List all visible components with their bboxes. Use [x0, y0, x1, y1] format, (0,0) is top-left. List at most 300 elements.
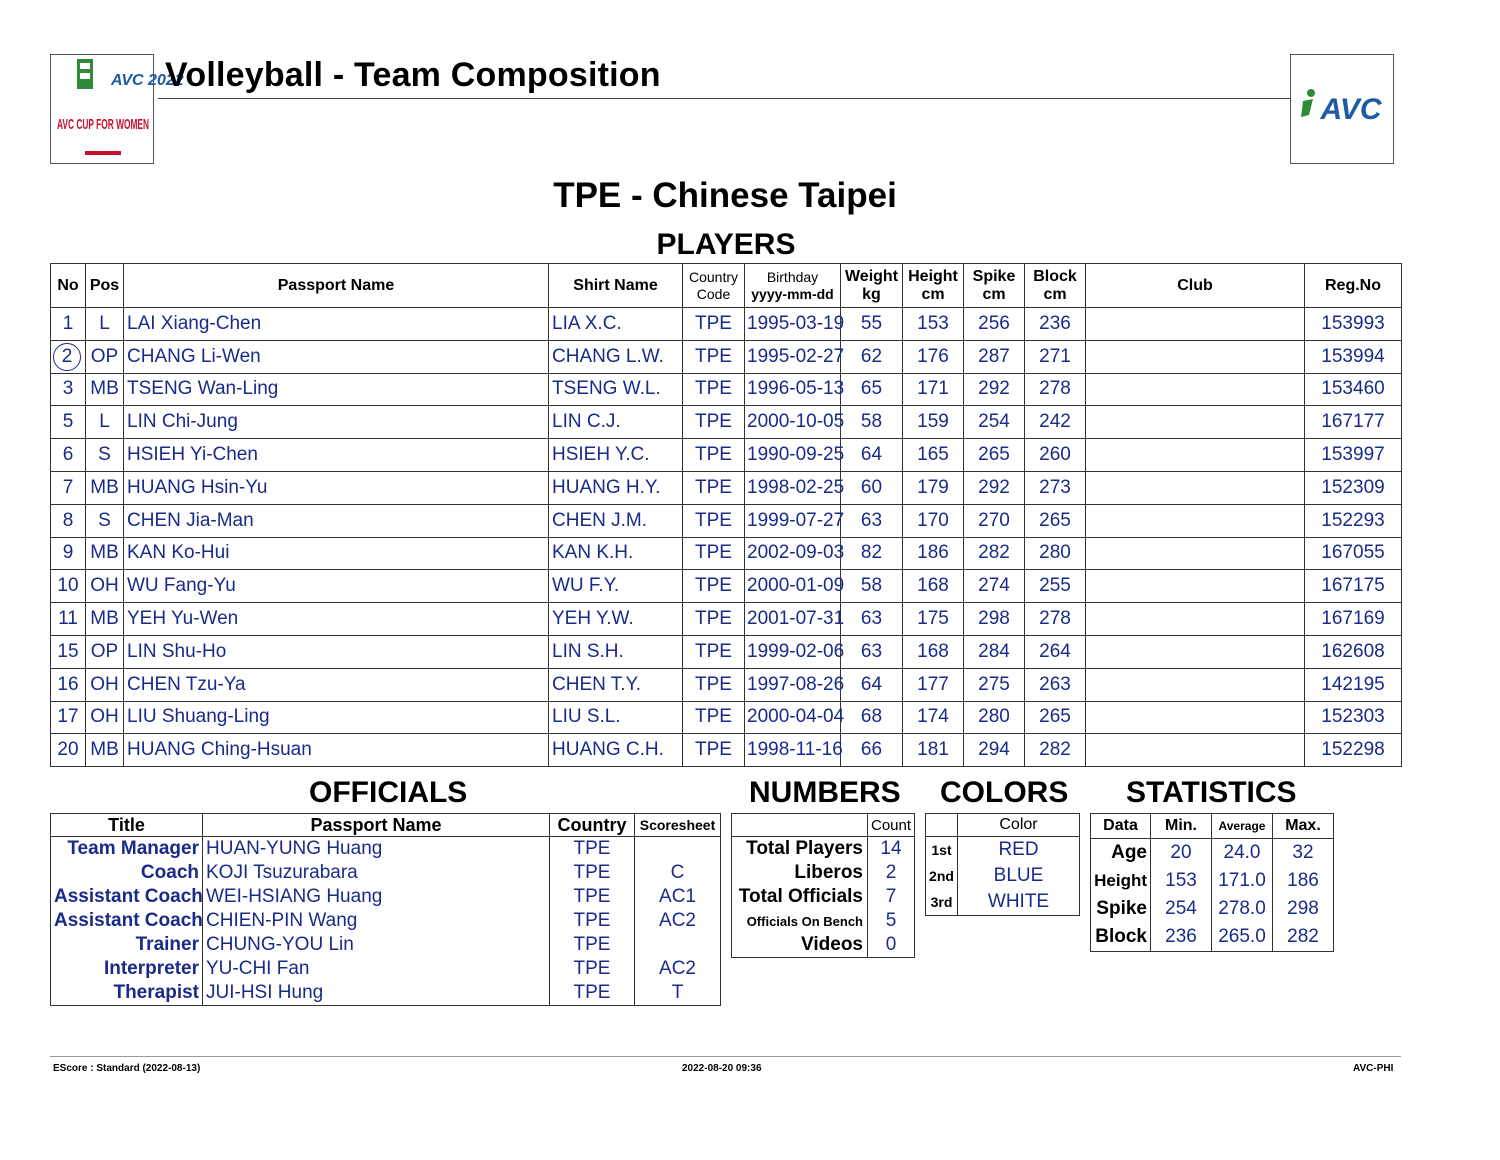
player-row	[51, 635, 1402, 668]
official-row	[51, 861, 721, 885]
col-weight-line2: kg	[862, 285, 881, 303]
official-scoresheet: C	[635, 861, 721, 885]
avc-cup-logo	[50, 54, 184, 164]
official-country: TPE	[550, 837, 635, 862]
player-block: 278	[1025, 373, 1086, 406]
player-country-code: TPE	[683, 537, 745, 570]
player-position: OH	[86, 701, 124, 734]
stat-max: 32	[1273, 839, 1334, 868]
player-club	[1086, 504, 1305, 537]
player-height: 175	[903, 603, 964, 636]
player-block: 255	[1025, 570, 1086, 603]
team-title: TPE - Chinese Taipei	[553, 176, 897, 215]
numbers-col-count: Count	[868, 814, 915, 837]
player-spike: 254	[964, 406, 1025, 439]
col-birthday-line2: yyyy-mm-dd	[751, 285, 834, 302]
stat-max: 282	[1273, 923, 1334, 952]
player-height: 176	[903, 340, 964, 373]
player-birthday: 1995-02-27	[745, 340, 841, 373]
player-weight: 68	[841, 701, 903, 734]
official-passport-name: KOJI Tsuzurabara	[203, 861, 550, 885]
numbers-label: Officials On Bench	[732, 909, 868, 933]
player-number: 8	[51, 504, 86, 537]
official-country: TPE	[550, 861, 635, 885]
player-shirt-name: HUANG H.Y.	[549, 471, 683, 504]
player-shirt-name: LIN C.J.	[549, 406, 683, 439]
title-divider	[158, 98, 1290, 99]
stat-max: 298	[1273, 895, 1334, 923]
color-name: RED	[958, 837, 1080, 864]
officials-table	[50, 813, 721, 1006]
statistics-header-row	[1091, 814, 1334, 839]
player-shirt-name: TSENG W.L.	[549, 373, 683, 406]
official-row	[51, 909, 721, 933]
official-country: TPE	[550, 957, 635, 981]
stat-max: 186	[1273, 867, 1334, 895]
player-row	[51, 603, 1402, 636]
col-country-line1: Country	[688, 268, 739, 285]
officials-body	[51, 837, 721, 1006]
col-height	[903, 264, 964, 308]
players-section-title: PLAYERS	[656, 228, 796, 261]
player-country-code: TPE	[683, 668, 745, 701]
player-reg-no: 153993	[1305, 308, 1402, 341]
player-passport-name: WU Fang-Yu	[124, 570, 549, 603]
player-country-code: TPE	[683, 701, 745, 734]
player-birthday: 1998-11-16	[745, 734, 841, 767]
player-birthday: 1999-07-27	[745, 504, 841, 537]
col-pos: Pos	[86, 264, 124, 308]
numbers-header-row	[732, 814, 915, 837]
player-number: 9	[51, 537, 86, 570]
official-passport-name: WEI-HSIANG Huang	[203, 885, 550, 909]
player-spike: 287	[964, 340, 1025, 373]
player-number: 17	[51, 701, 86, 734]
player-position: L	[86, 308, 124, 341]
player-shirt-name: KAN K.H.	[549, 537, 683, 570]
player-club	[1086, 734, 1305, 767]
col-spike-line2: cm	[982, 285, 1006, 303]
player-reg-no: 153997	[1305, 439, 1402, 472]
col-club: Club	[1086, 264, 1305, 308]
player-birthday: 2000-10-05	[745, 406, 841, 439]
colors-col-order	[926, 814, 958, 837]
player-number: 16	[51, 668, 86, 701]
official-title: Therapist	[51, 981, 203, 1006]
numbers-row	[732, 861, 915, 885]
official-passport-name: CHIEN-PIN Wang	[203, 909, 550, 933]
player-country-code: TPE	[683, 373, 745, 406]
stat-label: Height	[1091, 867, 1151, 895]
player-club	[1086, 406, 1305, 439]
official-row	[51, 933, 721, 957]
player-position: MB	[86, 603, 124, 636]
numbers-label: Total Officials	[732, 885, 868, 909]
official-scoresheet: AC1	[635, 885, 721, 909]
player-reg-no: 153994	[1305, 340, 1402, 373]
color-order: 1st	[926, 837, 958, 864]
player-club	[1086, 308, 1305, 341]
stat-row	[1091, 867, 1334, 895]
official-title: Interpreter	[51, 957, 203, 981]
player-reg-no: 167175	[1305, 570, 1402, 603]
col-passport-name: Passport Name	[124, 264, 549, 308]
player-block: 278	[1025, 603, 1086, 636]
player-shirt-name: YEH Y.W.	[549, 603, 683, 636]
player-country-code: TPE	[683, 504, 745, 537]
col-weight-line1: Weight	[844, 267, 899, 285]
player-height: 177	[903, 668, 964, 701]
col-spike	[964, 264, 1025, 308]
numbers-section-title: NUMBERS	[749, 776, 901, 809]
statistics-section-title: STATISTICS	[1126, 776, 1297, 809]
color-name: BLUE	[958, 863, 1080, 889]
stat-average: 171.0	[1212, 867, 1273, 895]
color-name: WHITE	[958, 889, 1080, 916]
player-spike: 298	[964, 603, 1025, 636]
player-block: 264	[1025, 635, 1086, 668]
player-country-code: TPE	[683, 471, 745, 504]
player-number: 11	[51, 603, 86, 636]
player-reg-no: 152298	[1305, 734, 1402, 767]
player-country-code: TPE	[683, 439, 745, 472]
player-block: 236	[1025, 308, 1086, 341]
player-height: 170	[903, 504, 964, 537]
numbers-row	[732, 837, 915, 862]
stat-average: 278.0	[1212, 895, 1273, 923]
player-position: OP	[86, 635, 124, 668]
player-passport-name: LIU Shuang-Ling	[124, 701, 549, 734]
numbers-label: Total Players	[732, 837, 868, 862]
player-weight: 63	[841, 635, 903, 668]
player-spike: 292	[964, 471, 1025, 504]
player-block: 280	[1025, 537, 1086, 570]
player-position: OH	[86, 668, 124, 701]
player-number: 20	[51, 734, 86, 767]
player-number: 15	[51, 635, 86, 668]
player-position: MB	[86, 734, 124, 767]
official-country: TPE	[550, 909, 635, 933]
col-no: No	[51, 264, 86, 308]
numbers-count: 14	[868, 837, 915, 862]
colors-header-row	[926, 814, 1080, 837]
player-reg-no: 152309	[1305, 471, 1402, 504]
numbers-label: Videos	[732, 933, 868, 958]
captain-number-circle: 2	[53, 343, 81, 371]
player-row	[51, 373, 1402, 406]
player-birthday: 2000-04-04	[745, 701, 841, 734]
col-shirt-name: Shirt Name	[549, 264, 683, 308]
player-spike: 256	[964, 308, 1025, 341]
player-shirt-name: CHEN J.M.	[549, 504, 683, 537]
player-height: 186	[903, 537, 964, 570]
stat-label: Spike	[1091, 895, 1151, 923]
player-position: S	[86, 439, 124, 472]
player-club	[1086, 439, 1305, 472]
player-row	[51, 439, 1402, 472]
player-weight: 65	[841, 373, 903, 406]
player-birthday: 1990-09-25	[745, 439, 841, 472]
numbers-row	[732, 933, 915, 958]
player-position: OH	[86, 570, 124, 603]
col-height-line2: cm	[921, 285, 945, 303]
logo-cup-text: AVC CUP FOR WOMEN	[57, 116, 149, 133]
player-number: 7	[51, 471, 86, 504]
player-weight: 64	[841, 668, 903, 701]
col-spike-line1: Spike	[972, 267, 1016, 285]
color-row	[926, 863, 1080, 889]
player-spike: 282	[964, 537, 1025, 570]
official-country: TPE	[550, 933, 635, 957]
numbers-count: 7	[868, 885, 915, 909]
official-scoresheet	[635, 837, 721, 862]
player-spike: 280	[964, 701, 1025, 734]
numbers-body	[732, 837, 915, 958]
numbers-label: Liberos	[732, 861, 868, 885]
player-birthday: 1997-08-26	[745, 668, 841, 701]
player-block: 271	[1025, 340, 1086, 373]
official-title: Assistant Coach	[51, 885, 203, 909]
player-birthday: 1996-05-13	[745, 373, 841, 406]
player-club	[1086, 340, 1305, 373]
stat-min: 254	[1151, 895, 1212, 923]
avc-logo	[1290, 54, 1394, 164]
col-country-line2: Code	[696, 285, 731, 302]
player-country-code: TPE	[683, 734, 745, 767]
player-reg-no: 167177	[1305, 406, 1402, 439]
player-passport-name: HSIEH Yi-Chen	[124, 439, 549, 472]
stat-row	[1091, 923, 1334, 952]
player-weight: 64	[841, 439, 903, 472]
player-weight: 66	[841, 734, 903, 767]
player-reg-no: 167169	[1305, 603, 1402, 636]
official-country: TPE	[550, 885, 635, 909]
player-club	[1086, 635, 1305, 668]
footer-timestamp: 2022-08-20 09:36	[682, 1063, 762, 1074]
stat-min: 236	[1151, 923, 1212, 952]
player-reg-no: 167055	[1305, 537, 1402, 570]
player-club	[1086, 537, 1305, 570]
official-title: Team Manager	[51, 837, 203, 862]
player-height: 159	[903, 406, 964, 439]
player-passport-name: CHEN Jia-Man	[124, 504, 549, 537]
official-scoresheet: T	[635, 981, 721, 1006]
official-row	[51, 957, 721, 981]
player-spike: 270	[964, 504, 1025, 537]
player-row	[51, 701, 1402, 734]
players-header-row	[51, 264, 1402, 308]
statistics-table	[1090, 813, 1334, 952]
player-weight: 62	[841, 340, 903, 373]
col-block	[1025, 264, 1086, 308]
player-club	[1086, 570, 1305, 603]
player-country-code: TPE	[683, 635, 745, 668]
player-row	[51, 340, 1402, 373]
player-club	[1086, 701, 1305, 734]
player-position: OP	[86, 340, 124, 373]
official-scoresheet: AC2	[635, 957, 721, 981]
numbers-count: 5	[868, 909, 915, 933]
player-birthday: 2000-01-09	[745, 570, 841, 603]
player-spike: 274	[964, 570, 1025, 603]
player-passport-name: LIN Shu-Ho	[124, 635, 549, 668]
color-order: 3rd	[926, 889, 958, 916]
player-height: 153	[903, 308, 964, 341]
player-block: 260	[1025, 439, 1086, 472]
player-row	[51, 537, 1402, 570]
officials-col-country: Country	[550, 814, 635, 837]
player-weight: 58	[841, 570, 903, 603]
stats-col-min: Min.	[1151, 814, 1212, 839]
player-club	[1086, 471, 1305, 504]
col-reg-no: Reg.No	[1305, 264, 1402, 308]
officials-header-row	[51, 814, 721, 837]
player-block: 242	[1025, 406, 1086, 439]
player-reg-no: 152293	[1305, 504, 1402, 537]
stat-label: Block	[1091, 923, 1151, 952]
player-shirt-name: LIA X.C.	[549, 308, 683, 341]
player-club	[1086, 373, 1305, 406]
officials-col-scoresheet: Scoresheet	[635, 814, 721, 837]
player-height: 168	[903, 570, 964, 603]
player-spike: 294	[964, 734, 1025, 767]
stat-label: Age	[1091, 839, 1151, 868]
colors-col-color: Color	[958, 814, 1080, 837]
official-title: Assistant Coach	[51, 909, 203, 933]
player-passport-name: KAN Ko-Hui	[124, 537, 549, 570]
player-spike: 265	[964, 439, 1025, 472]
player-shirt-name: WU F.Y.	[549, 570, 683, 603]
col-block-line1: Block	[1033, 267, 1077, 285]
official-country: TPE	[550, 981, 635, 1006]
col-height-line1: Height	[908, 267, 958, 285]
player-row	[51, 308, 1402, 341]
official-title: Coach	[51, 861, 203, 885]
player-reg-no: 162608	[1305, 635, 1402, 668]
player-weight: 82	[841, 537, 903, 570]
player-position: MB	[86, 373, 124, 406]
officials-section-title: OFFICIALS	[309, 776, 468, 809]
player-spike: 275	[964, 668, 1025, 701]
numbers-row	[732, 909, 915, 933]
player-height: 179	[903, 471, 964, 504]
player-weight: 55	[841, 308, 903, 341]
player-passport-name: HUANG Hsin-Yu	[124, 471, 549, 504]
colors-body	[926, 837, 1080, 916]
stat-average: 24.0	[1212, 839, 1273, 868]
col-birthday-line1: Birthday	[766, 268, 819, 285]
numbers-table	[731, 813, 915, 958]
player-number: 10	[51, 570, 86, 603]
player-row	[51, 570, 1402, 603]
player-position: MB	[86, 471, 124, 504]
colors-table	[925, 813, 1080, 916]
colors-section-title: COLORS	[940, 776, 1069, 809]
player-club	[1086, 668, 1305, 701]
player-birthday: 2001-07-31	[745, 603, 841, 636]
footer-escore-version: EScore : Standard (2022-08-13)	[53, 1063, 201, 1074]
player-number: 1	[51, 308, 86, 341]
player-block: 263	[1025, 668, 1086, 701]
player-passport-name: LAI Xiang-Chen	[124, 308, 549, 341]
official-passport-name: YU-CHI Fan	[203, 957, 550, 981]
player-height: 171	[903, 373, 964, 406]
player-passport-name: LIN Chi-Jung	[124, 406, 549, 439]
logo-avc-text: AVC 2022	[111, 72, 184, 89]
logo-avc-wordmark: AVC	[1320, 93, 1382, 126]
players-body	[51, 308, 1402, 767]
official-row	[51, 981, 721, 1006]
player-number: 5	[51, 406, 86, 439]
player-shirt-name: HSIEH Y.C.	[549, 439, 683, 472]
player-passport-name: CHEN Tzu-Ya	[124, 668, 549, 701]
player-position: L	[86, 406, 124, 439]
color-row	[926, 889, 1080, 916]
col-weight	[841, 264, 903, 308]
player-row	[51, 471, 1402, 504]
player-birthday: 1999-02-06	[745, 635, 841, 668]
player-spike: 292	[964, 373, 1025, 406]
player-weight: 63	[841, 504, 903, 537]
stats-col-data: Data	[1091, 814, 1151, 839]
official-row	[51, 885, 721, 909]
player-number: 6	[51, 439, 86, 472]
player-country-code: TPE	[683, 406, 745, 439]
player-club	[1086, 603, 1305, 636]
player-row	[51, 734, 1402, 767]
player-weight: 58	[841, 406, 903, 439]
player-country-code: TPE	[683, 308, 745, 341]
player-reg-no: 153460	[1305, 373, 1402, 406]
numbers-count: 0	[868, 933, 915, 958]
col-country-code	[683, 264, 745, 308]
player-reg-no: 152303	[1305, 701, 1402, 734]
stats-col-average: Average	[1212, 814, 1273, 839]
player-passport-name: TSENG Wan-Ling	[124, 373, 549, 406]
player-position: MB	[86, 537, 124, 570]
player-shirt-name: LIN S.H.	[549, 635, 683, 668]
player-height: 174	[903, 701, 964, 734]
player-row	[51, 406, 1402, 439]
stat-average: 265.0	[1212, 923, 1273, 952]
player-row	[51, 668, 1402, 701]
col-block-line2: cm	[1043, 285, 1067, 303]
color-order: 2nd	[926, 863, 958, 889]
numbers-row	[732, 885, 915, 909]
player-shirt-name: HUANG C.H.	[549, 734, 683, 767]
player-number: 3	[51, 373, 86, 406]
player-country-code: TPE	[683, 340, 745, 373]
player-passport-name: CHANG Li-Wen	[124, 340, 549, 373]
player-number	[51, 340, 86, 373]
stat-min: 20	[1151, 839, 1212, 868]
player-spike: 284	[964, 635, 1025, 668]
official-scoresheet: AC2	[635, 909, 721, 933]
stats-col-max: Max.	[1273, 814, 1334, 839]
official-passport-name: JUI-HSI Hung	[203, 981, 550, 1006]
official-title: Trainer	[51, 933, 203, 957]
player-country-code: TPE	[683, 570, 745, 603]
player-birthday: 1995-03-19	[745, 308, 841, 341]
stat-row	[1091, 895, 1334, 923]
player-block: 273	[1025, 471, 1086, 504]
official-scoresheet	[635, 933, 721, 957]
player-block: 265	[1025, 504, 1086, 537]
player-block: 265	[1025, 701, 1086, 734]
officials-col-title: Title	[51, 814, 203, 837]
official-passport-name: CHUNG-YOU Lin	[203, 933, 550, 957]
player-birthday: 1998-02-25	[745, 471, 841, 504]
